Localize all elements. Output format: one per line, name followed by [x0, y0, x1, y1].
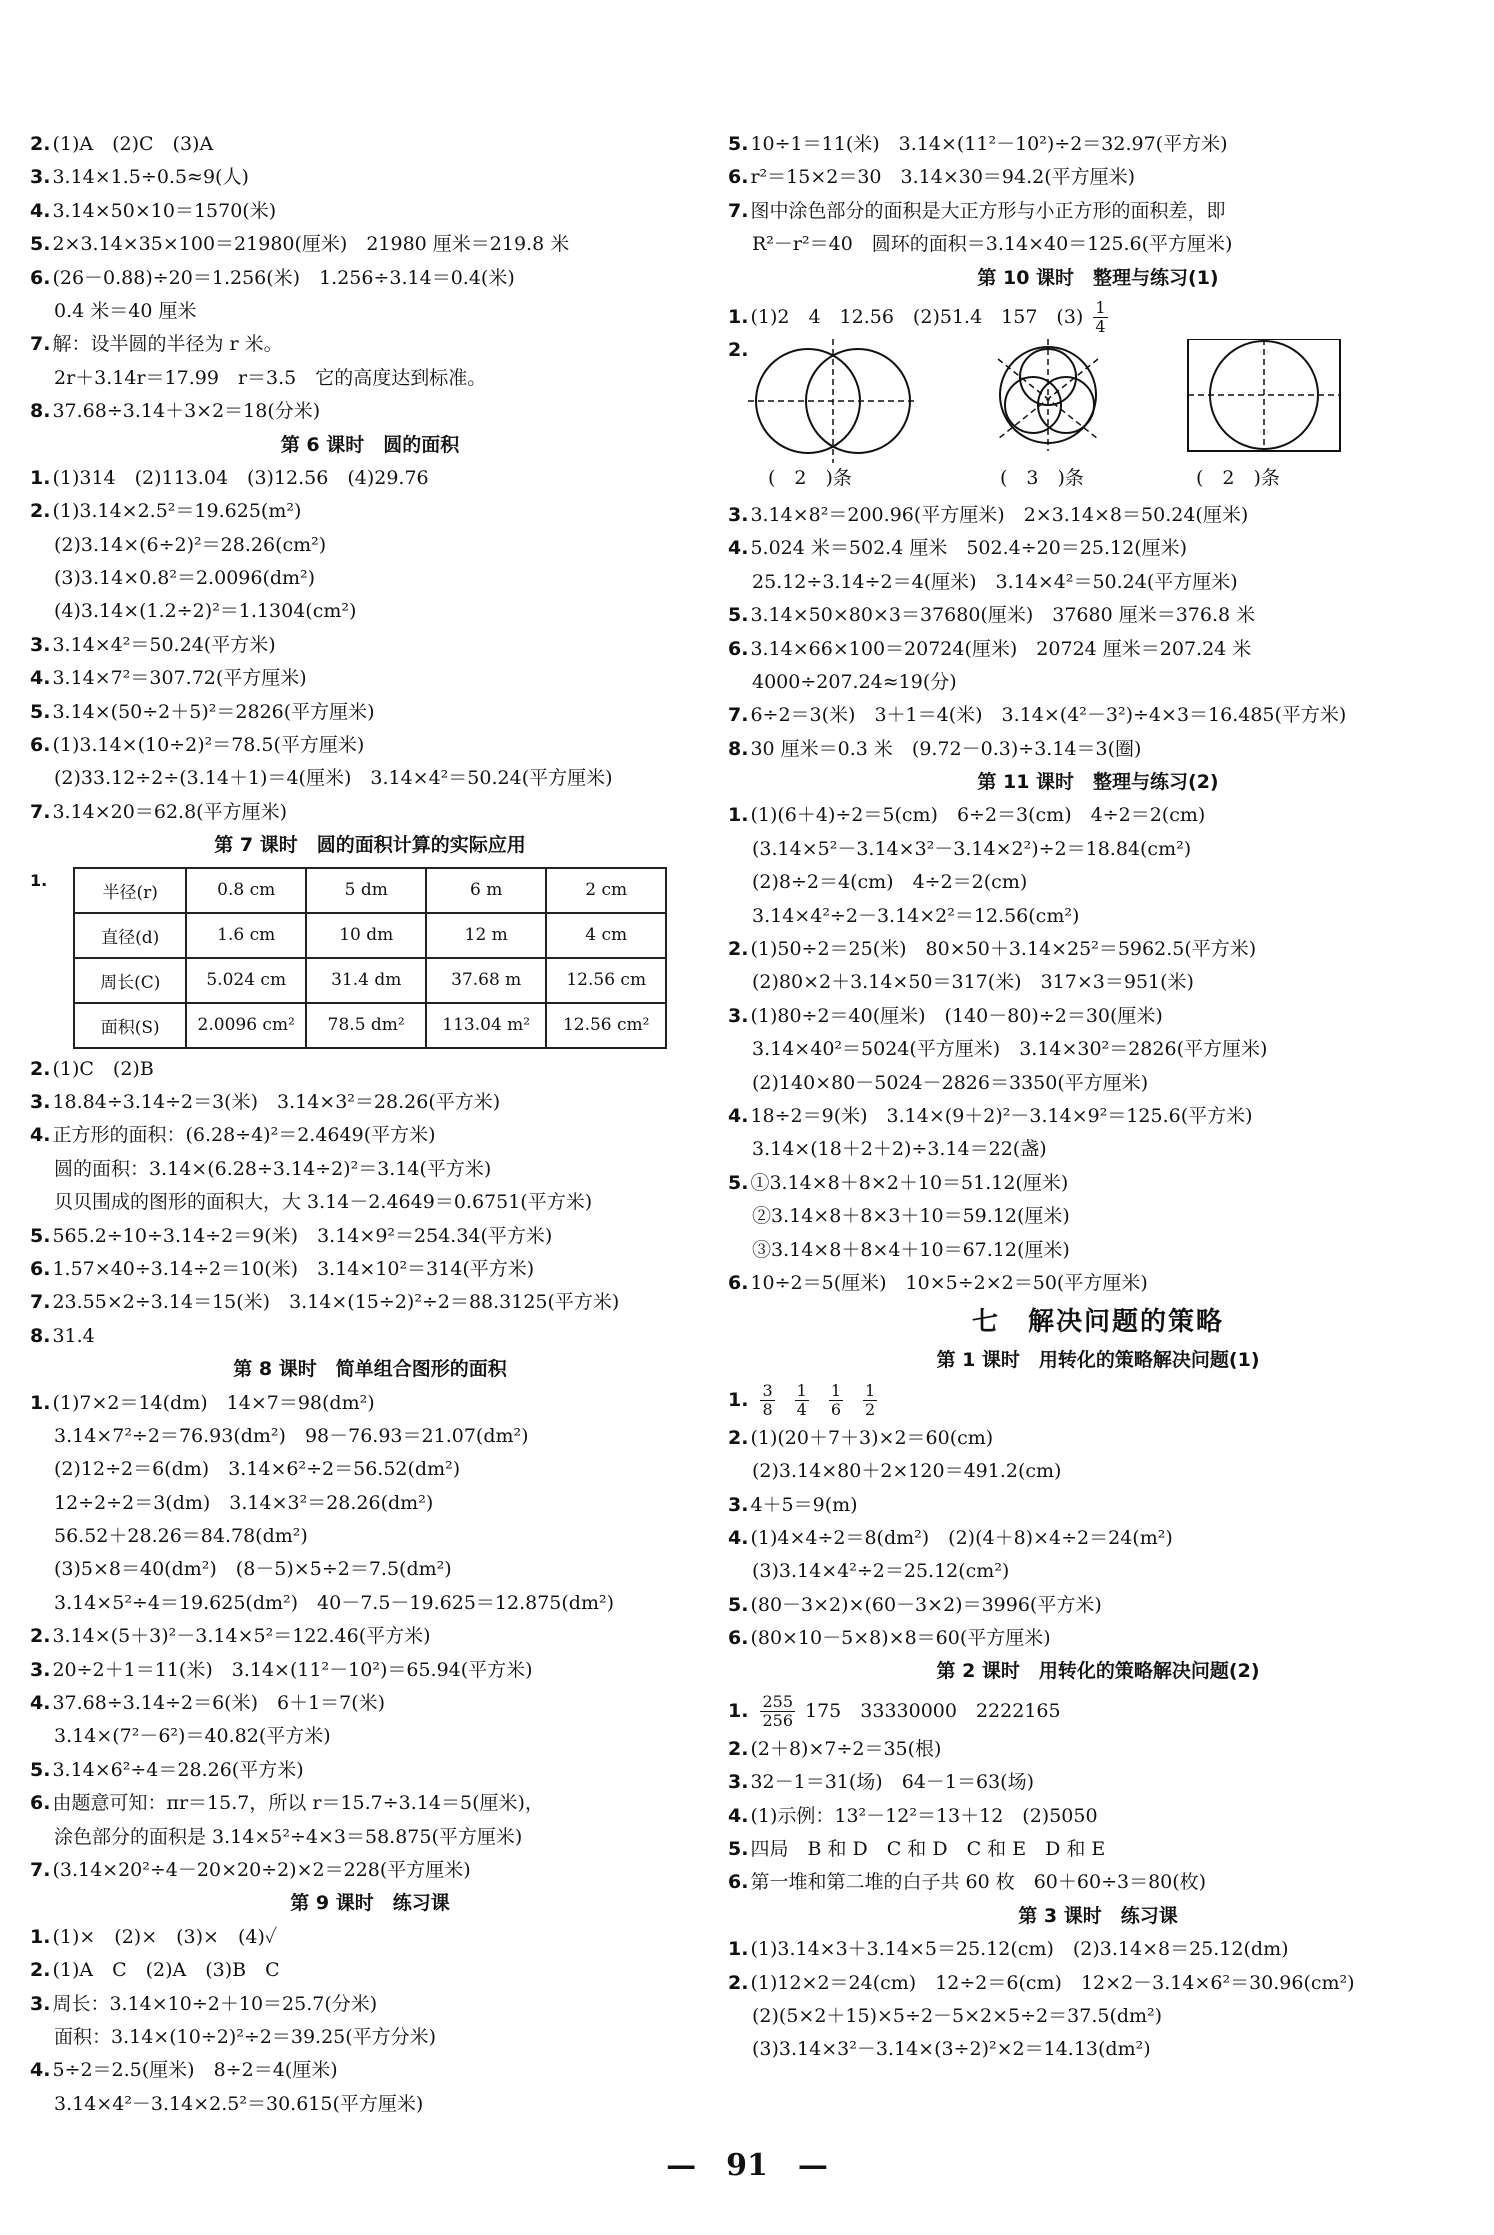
lesson-heading: 第 11 课时 整理与练习(2) [977, 771, 1219, 794]
answer-line: 6. 3.14×66×100＝20724(厘米) 20724 厘米＝207.24 米 [728, 637, 1252, 660]
answer-continuation: 圆的面积：3.14×(6.28÷3.14÷2)²＝3.14(平方米) [54, 1157, 492, 1180]
answer-line: 6. 1.57×40÷3.14÷2＝10(米) 3.14×10²＝314(平方米) [30, 1257, 535, 1280]
table-row [74, 913, 666, 958]
lesson-heading: 第 1 课时 用转化的策略解决问题(1) [936, 1349, 1260, 1372]
unit-heading: 七 解决问题的策略 [971, 1307, 1224, 1338]
lesson-heading: 第 7 课时 圆的面积计算的实际应用 [214, 834, 526, 857]
answer-continuation: (2)33.12÷2÷(3.14＋1)＝4(厘米) 3.14×4²＝50.24(平方厘米) [54, 767, 613, 790]
item-number: 3. [728, 1493, 749, 1516]
answer-line: 4. 正方形的面积：(6.28÷4)²＝2.4649(平方米) [30, 1124, 436, 1147]
item-number: 2. [728, 1971, 749, 1994]
circle-table [73, 867, 667, 1049]
item-number: 3. [30, 1090, 51, 1113]
item-number: 1. [30, 870, 48, 890]
item-number: 2. [728, 338, 749, 361]
line-count-label: ( 2 )条 [1196, 466, 1280, 489]
table-cell: 6 m [426, 868, 546, 913]
answer-continuation: 0.4 米＝40 厘米 [54, 299, 197, 322]
item-number: 3. [30, 1658, 51, 1681]
answer-line: 1. (1)7×2＝14(dm) 14×7＝98(dm²) [30, 1391, 375, 1414]
answer-line: 6. (26－0.88)÷20＝1.256(米) 1.256÷3.14＝0.4(米) [30, 266, 515, 289]
answer-continuation: (3)3.14×4²÷2＝25.12(cm²) [752, 1560, 1010, 1583]
answer-line: 3. 20÷2＋1＝11(米) 3.14×(11²－10²)＝65.94(平方米) [30, 1658, 533, 1681]
line-count-label: ( 3 )条 [1000, 466, 1084, 489]
answer-line: 2. (1)A (2)C (3)A [30, 133, 214, 155]
table-cell: 5.024 cm [186, 958, 306, 1003]
answer-line: 4. 3.14×50×10＝1570(米) [30, 199, 277, 222]
item-number: 6. [30, 1792, 51, 1815]
answer-line: 8. 31.4 [30, 1324, 95, 1347]
item-number: 1. [728, 1388, 749, 1411]
item-number: 7. [30, 1858, 51, 1881]
fraction: $\frac{3}{8}$ [762, 1381, 773, 1420]
answer-continuation: (4)3.14×(1.2÷2)²＝1.1304(cm²) [54, 600, 357, 623]
answer-continuation: ②3.14×8＋8×3＋10＝59.12(厘米) [752, 1205, 1070, 1228]
item-number: 1. [728, 1938, 749, 1961]
table-row [74, 868, 666, 913]
answer-line: 4. 37.68÷3.14÷2＝6(米) 6＋1＝7(米) [30, 1692, 386, 1715]
item-number: 4. [728, 537, 749, 560]
table-cell: 37.68 m [426, 958, 546, 1003]
answer-line: 5. ①3.14×8＋8×2＋10＝51.12(厘米) [728, 1171, 1069, 1194]
item-number: 4. [30, 1124, 51, 1147]
answer-line: 4. 18÷2＝9(米) 3.14×(9＋2)²－3.14×9²＝125.6(平方米) [728, 1104, 1253, 1127]
item-number: 4. [728, 1104, 749, 1127]
item-number: 7. [30, 800, 51, 823]
circles-diagram [748, 339, 1468, 463]
answer-line: 1. (1)3.14×3＋3.14×5＝25.12(cm) (2)3.14×8＝25.12(dm) [728, 1938, 1289, 1961]
item-number: 8. [30, 400, 51, 423]
answer-line: 2. (2＋8)×7÷2＝35(根) [728, 1737, 942, 1760]
item-number: 3. [728, 503, 749, 526]
item-number: 6. [728, 1627, 749, 1650]
item-number: 1. [30, 466, 51, 489]
answer-continuation: 4000÷207.24≈19(分) [752, 670, 957, 693]
answer-line: 2. (1)3.14×2.5²＝19.625(m²) [30, 500, 302, 523]
item-number: 3. [728, 1004, 749, 1027]
lesson-heading: 第 10 课时 整理与练习(1) [977, 266, 1219, 289]
answer-line: 6. 10÷2＝5(厘米) 10×5÷2×2＝50(平方厘米) [728, 1271, 1148, 1294]
answer-line: 5. 2×3.14×35×100＝21980(厘米) 21980 厘米＝219.8 米 [30, 233, 570, 256]
answer-line: 7. 3.14×20＝62.8(平方厘米) [30, 800, 287, 823]
answer-line: 5. (80－3×2)×(60－3×2)＝3996(平方米) [728, 1593, 1102, 1616]
page-number: — 91 — [666, 2148, 828, 2183]
item-number: 2. [728, 1737, 749, 1760]
table-cell: 4 cm [546, 913, 666, 958]
answer-continuation: R²－r²＝40 圆环的面积＝3.14×40＝125.6(平方厘米) [752, 233, 1233, 256]
item-number: 6. [30, 266, 51, 289]
answer-line: 7. 23.55×2÷3.14＝15(米) 3.14×(15÷2)²÷2＝88.3125(平方米) [30, 1291, 620, 1314]
answer-continuation: 12÷2÷2＝3(dm) 3.14×3²＝28.26(dm²) [54, 1491, 434, 1514]
answer-line: 6. (1)3.14×(10÷2)²＝78.5(平方厘米) [30, 734, 365, 757]
item-number: 6. [30, 734, 51, 757]
answer-line: 5. 3.14×50×80×3＝37680(厘米) 37680 厘米＝376.8 米 [728, 604, 1256, 627]
answer-line: 3. 32－1＝31(场) 64－1＝63(场) [728, 1771, 1034, 1794]
item-number: 6. [728, 637, 749, 660]
item-number: 4. [30, 2059, 51, 2082]
answer-line-fraction [728, 1378, 1468, 1422]
answer-continuation: ③3.14×8＋8×4＋10＝67.12(厘米) [752, 1238, 1070, 1261]
item-number: 5. [30, 1758, 51, 1781]
item-number: 5. [728, 133, 749, 155]
answer-continuation: 3.14×(18＋2＋2)÷3.14＝22(盏) [752, 1138, 1047, 1161]
fraction: $\frac{1}{4}$ [796, 1381, 807, 1420]
answer-continuation: 25.12÷3.14÷2＝4(厘米) 3.14×4²＝50.24(平方厘米) [752, 570, 1238, 593]
item-number: 6. [728, 1271, 749, 1294]
answer-line: 7. 图中涂色部分的面积是大正方形与小正方形的面积差，即 [728, 199, 1226, 222]
lesson-heading: 第 6 课时 圆的面积 [280, 433, 460, 456]
answer-continuation: (3)5×8＝40(dm²) (8－5)×5÷2＝7.5(dm²) [54, 1558, 452, 1581]
right-column [728, 128, 1468, 2067]
answer-line: 4. (1)4×4÷2＝8(dm²) (2)(4＋8)×4÷2＝24(m²) [728, 1526, 1173, 1549]
item-number: 7. [728, 704, 749, 727]
answer-line: 2. (1)50÷2＝25(米) 80×50＋3.14×25²＝5962.5(平方米) [728, 938, 1257, 961]
answer-continuation: 2r＋3.14r＝17.99 r＝3.5 它的高度达到标准。 [54, 366, 487, 389]
circle-figures [728, 339, 1468, 499]
answer-line: 4. (1)示例：13²－12²＝13＋12 (2)5050 [728, 1804, 1098, 1827]
table-cell: 1.6 cm [186, 913, 306, 958]
answer-continuation: 56.52＋28.26＝84.78(dm²) [54, 1525, 308, 1548]
answer-line: 3. 周长：3.14×10÷2＋10＝25.7(分米) [30, 1992, 378, 2015]
answer-line: 5. 3.14×6²÷4＝28.26(平方米) [30, 1758, 304, 1781]
row-header-cell: 直径(d) [74, 913, 186, 958]
answer-line: 1. (1)314 (2)113.04 (3)12.56 (4)29.76 [30, 466, 429, 489]
fraction: $\frac{1}{2}$ [865, 1381, 876, 1420]
answer-line: 3. 18.84÷3.14÷2＝3(米) 3.14×3²＝28.26(平方米) [30, 1090, 501, 1113]
table-cell: 10 dm [306, 913, 426, 958]
answer-line: 4. 3.14×7²＝307.72(平方厘米) [30, 667, 307, 690]
item-number: 3. [30, 1992, 51, 2015]
item-number: 5. [728, 1593, 749, 1616]
item-number: 5. [728, 604, 749, 627]
table-row [74, 1003, 666, 1048]
lesson-heading: 第 8 课时 简单组合图形的面积 [233, 1358, 507, 1381]
answer-line: 7. 6÷2＝3(米) 3＋1＝4(米) 3.14×(4²－3²)÷4×3＝16.485(平方米) [728, 704, 1347, 727]
answer-continuation: 3.14×5²÷4＝19.625(dm²) 40－7.5－19.625＝12.875(dm²) [54, 1591, 615, 1614]
answer-line: 1. (1)(6＋4)÷2＝5(cm) 6÷2＝3(cm) 4÷2＝2(cm) [728, 804, 1206, 827]
answer-line: 7. 解：设半圆的半径为 r 米。 [30, 333, 283, 356]
item-number: 6. [30, 1257, 51, 1280]
table-cell: 2 cm [546, 868, 666, 913]
table-cell: 12.56 cm [546, 958, 666, 1003]
lesson-heading: 第 3 课时 练习课 [1018, 1904, 1178, 1927]
line-count-label: ( 2 )条 [768, 466, 852, 489]
lesson-heading: 第 9 课时 练习课 [290, 1892, 450, 1915]
item-number: 3. [30, 166, 51, 189]
table-row [74, 958, 666, 1003]
item-number: 2. [30, 500, 51, 523]
table-cell: 2.0096 cm² [186, 1003, 306, 1048]
answer-line-fraction: 1. (1)2 4 12.56 (2)51.4 157 (3) $\frac{1}{4}$ [728, 298, 1106, 337]
item-number: 2. [728, 1426, 749, 1449]
answer-continuation: 3.14×4²÷2－3.14×2²＝12.56(cm²) [752, 904, 1080, 927]
answer-continuation: (2)8÷2＝4(cm) 4÷2＝2(cm) [752, 871, 1028, 894]
item-number: 7. [728, 199, 749, 222]
fraction: $\frac{1}{4}$ [1095, 298, 1106, 337]
answer-line: 5. 3.14×(50÷2＋5)²＝2826(平方厘米) [30, 700, 375, 723]
item-number: 5. [728, 1171, 749, 1194]
fraction: $\frac{255}{256}$ [762, 1692, 793, 1731]
item-number: 2. [728, 938, 749, 961]
item-number: 4. [728, 1526, 749, 1549]
item-number: 5. [30, 1224, 51, 1247]
table-cell: 5 dm [306, 868, 426, 913]
answer-line: 4. 5÷2＝2.5(厘米) 8÷2＝4(厘米) [30, 2059, 338, 2082]
answer-continuation: (2)(5×2＋15)×5÷2－5×2×5÷2＝37.5(dm²) [752, 2004, 1163, 2027]
left-column [30, 128, 710, 2121]
item-number: 5. [728, 1838, 749, 1861]
answer-continuation: (3.14×5²－3.14×3²－3.14×2²)÷2＝18.84(cm²) [752, 837, 1192, 860]
item-number: 2. [30, 1625, 51, 1648]
answer-continuation: (3)3.14×0.8²＝2.0096(dm²) [54, 567, 316, 590]
item-number: 1. [30, 1391, 51, 1414]
answer-line: 6. r²＝15×2＝30 3.14×30＝94.2(平方厘米) [728, 166, 1136, 189]
item-number: 2. [30, 1959, 51, 1982]
answer-line: 5. 四局 B 和 D C 和 D C 和 E D 和 E [728, 1838, 1106, 1861]
answer-continuation: (2)140×80－5024－2826＝3350(平方厘米) [752, 1071, 1149, 1094]
answer-line: 6. 由题意可知：πr＝15.7，所以 r＝15.7÷3.14＝5(厘米)， [30, 1792, 544, 1815]
answer-line: 8. 37.68÷3.14＋3×2＝18(分米) [30, 400, 321, 423]
answer-line: 2. (1)(20＋7＋3)×2＝60(cm) [728, 1426, 994, 1449]
answer-continuation: (2)3.14×80＋2×120＝491.2(cm) [752, 1460, 1062, 1483]
answer-continuation: (2)3.14×(6÷2)²＝28.26(cm²) [54, 533, 327, 556]
answer-continuation: 3.14×7²÷2＝76.93(dm²) 98－76.93＝21.07(dm²) [54, 1424, 529, 1447]
row-header-cell: 面积(S) [74, 1003, 186, 1048]
answer-line: 3. 3.14×8²＝200.96(平方厘米) 2×3.14×8＝50.24(厘米) [728, 503, 1249, 526]
item-number: 4. [30, 199, 51, 222]
item-number: 6. [728, 166, 749, 189]
answer-continuation: 3.14×40²＝5024(平方厘米) 3.14×30²＝2826(平方厘米) [752, 1038, 1268, 1061]
item-number: 8. [728, 737, 749, 760]
fraction: $\frac{1}{6}$ [830, 1381, 842, 1420]
answer-line: 2. (1)A C (2)A (3)B C [30, 1959, 280, 1982]
item-number: 8. [30, 1324, 51, 1347]
item-number: 5. [30, 233, 51, 256]
answer-line: 5. 565.2÷10÷3.14÷2＝9(米) 3.14×9²＝254.34(平方米) [30, 1224, 553, 1247]
answer-continuation: 涂色部分的面积是 3.14×5²÷4×3＝58.875(平方厘米) [54, 1825, 523, 1848]
item-number: 1. [728, 305, 749, 328]
answer-line: 5. 10÷1＝11(米) 3.14×(11²－10²)÷2＝32.97(平方米) [728, 133, 1228, 155]
table-cell: 31.4 dm [306, 958, 426, 1003]
table-cell: 78.5 dm² [306, 1003, 426, 1048]
answer-line: 4. 5.024 米＝502.4 厘米 502.4÷20＝25.12(厘米) [728, 537, 1188, 560]
item-number: 1. [728, 1699, 749, 1722]
answer-continuation: 3.14×4²－3.14×2.5²＝30.615(平方厘米) [54, 2092, 424, 2115]
answer-continuation: 面积：3.14×(10÷2)²÷2＝39.25(平方分米) [54, 2025, 437, 2048]
table-cell: 12 m [426, 913, 546, 958]
answer-continuation: 贝贝围成的图形的面积大，大 3.14－2.4649＝0.6751(平方米) [54, 1191, 593, 1214]
item-number: 4. [30, 667, 51, 690]
item-number: 7. [30, 1291, 51, 1314]
table-cell: 0.8 cm [186, 868, 306, 913]
table-cell: 12.56 cm² [546, 1003, 666, 1048]
answer-continuation: (2)80×2＋3.14×50＝317(米) 317×3＝951(米) [752, 971, 1194, 994]
row-header-cell: 周长(C) [74, 958, 186, 1003]
item-number: 4. [728, 1804, 749, 1827]
row-header-cell: 半径(r) [74, 868, 186, 913]
answer-continuation: (2)12÷2＝6(dm) 3.14×6²÷2＝56.52(dm²) [54, 1458, 461, 1481]
answer-line: 3. 3.14×4²＝50.24(平方米) [30, 633, 276, 656]
answer-line: 1. (1)× (2)× (3)× (4)✓ [30, 1925, 278, 1948]
answer-line: 2. 3.14×(5＋3)²－3.14×5²＝122.46(平方米) [30, 1625, 431, 1648]
answer-line: 2. (1)C (2)B [30, 1057, 154, 1080]
item-number: 3. [30, 633, 51, 656]
lesson-heading: 第 2 课时 用转化的策略解决问题(2) [936, 1660, 1260, 1683]
answer-line-fraction: 1. $\frac{255}{256}$ 175 33330000 2222165 [728, 1692, 1061, 1731]
answer-line: 7. (3.14×20²÷4－20×20÷2)×2＝228(平方厘米) [30, 1858, 471, 1881]
answer-line: 2. (1)12×2＝24(cm) 12÷2＝6(cm) 12×2－3.14×6²＝30.96(cm²) [728, 1971, 1355, 1994]
item-number: 1. [30, 1925, 51, 1948]
answer-line: 8. 30 厘米＝0.3 米 (9.72－0.3)÷3.14＝3(圈) [728, 737, 1142, 760]
answer-line: 3. 4＋5＝9(m) [728, 1493, 858, 1516]
item-number: 1. [728, 804, 749, 827]
item-number: 6. [728, 1871, 749, 1894]
item-number: 2. [30, 133, 51, 155]
answer-continuation: (3)3.14×3²－3.14×(3÷2)²×2＝14.13(dm²) [752, 2038, 1151, 2061]
item-number: 5. [30, 700, 51, 723]
item-number: 4. [30, 1692, 51, 1715]
table-cell: 113.04 m² [426, 1003, 546, 1048]
item-number: 3. [728, 1771, 749, 1794]
item-number: 2. [30, 1057, 51, 1080]
answer-continuation: 3.14×(7²－6²)＝40.82(平方米) [54, 1725, 331, 1748]
answer-table-block [30, 863, 710, 1053]
answer-line: 6. 第一堆和第二堆的白子共 60 枚 60＋60÷3＝80(枚) [728, 1871, 1207, 1894]
answer-line: 3. (1)80÷2＝40(厘米) (140－80)÷2＝30(厘米) [728, 1004, 1163, 1027]
answer-line: 6. (80×10－5×8)×8＝60(平方厘米) [728, 1627, 1051, 1650]
answer-line: 3. 3.14×1.5÷0.5≈9(人) [30, 166, 249, 189]
item-number: 7. [30, 333, 51, 356]
